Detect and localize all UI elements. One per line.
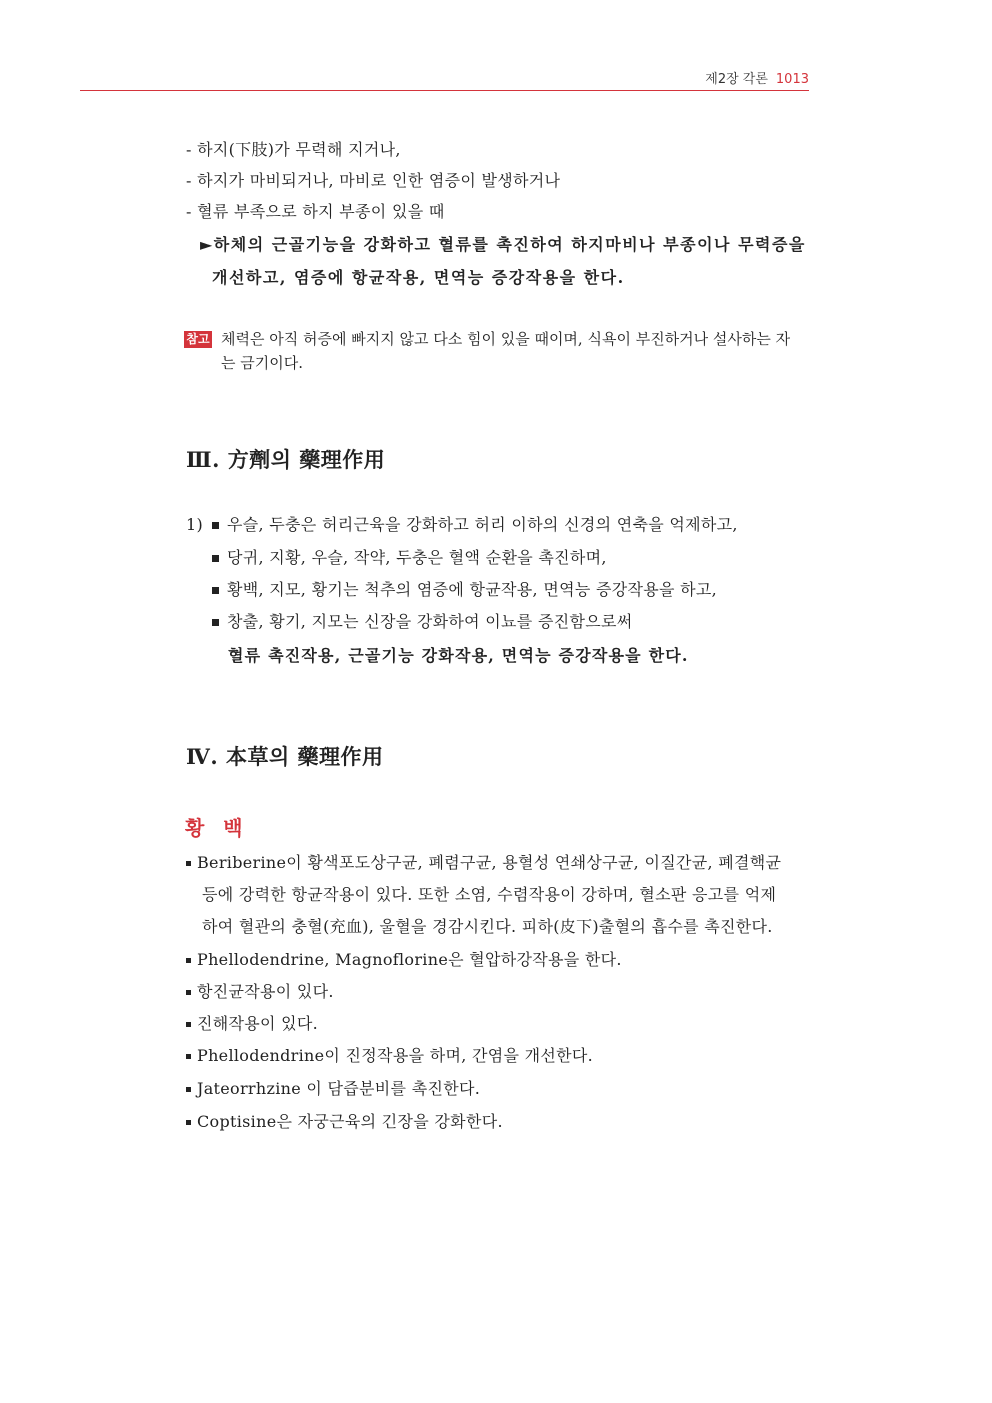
- intro-summary-line: ►하체의 근골기능을 강화하고 혈류를 촉진하여 하지마비나 부종이나 무력증을: [200, 235, 806, 254]
- bullet-icon: [186, 1022, 191, 1027]
- page-header: [80, 66, 809, 91]
- section-4-title: Ⅳ. 本草의 藥理作用: [186, 744, 384, 769]
- bullet-icon: [186, 958, 191, 963]
- list-item: 당귀, 지황, 우슬, 작약, 두충은 혈액 순환을 촉진하며,: [212, 548, 607, 568]
- section-3-summary: 혈류 촉진작용, 근골기능 강화작용, 면역능 증강작용을 한다.: [228, 646, 689, 665]
- page-number: 1013: [775, 72, 809, 87]
- bullet-icon: [186, 861, 191, 866]
- list-item: Phellodendrine이 진정작용을 하며, 간염을 개선한다.: [186, 1046, 593, 1066]
- intro-line: - 하지(下肢)가 무력해 지거나,: [186, 140, 401, 159]
- list-item: 우슬, 두충은 허리근육을 강화하고 허리 이하의 신경의 연축을 억제하고,: [212, 515, 738, 535]
- list-item: Coptisine은 자궁근육의 긴장을 강화한다.: [186, 1112, 503, 1132]
- section-3-title: Ⅲ. 方劑의 藥理作用: [186, 447, 386, 472]
- intro-line: - 혈류 부족으로 하지 부종이 있을 때: [186, 202, 445, 221]
- list-item: 진해작용이 있다.: [186, 1014, 318, 1034]
- bullet-icon: [186, 1054, 191, 1059]
- bullet-icon: [186, 1120, 191, 1125]
- bullet-icon: [212, 619, 219, 626]
- list-item: Phellodendrine, Magnoflorine은 혈압하강작용을 한다.: [186, 950, 622, 970]
- bullet-icon: [212, 587, 219, 594]
- note-line: 체력은 아직 허증에 빠지지 않고 다소 힘이 있을 때이며, 식욕이 부진하거나 설사하는 자: [221, 330, 791, 348]
- bullet-icon: [212, 555, 219, 562]
- bullet-icon: [186, 1087, 191, 1092]
- list-item: 창출, 황기, 지모는 신장을 강화하여 이뇨를 증진함으로써: [212, 612, 632, 632]
- herb-title: 황 백: [185, 816, 249, 840]
- note-line: 는 금기이다.: [221, 354, 303, 372]
- list-number: 1): [186, 515, 204, 534]
- chapter-label: 제2장 각론: [705, 72, 768, 87]
- list-item-continuation: 하여 혈관의 충혈(充血), 울혈을 경감시킨다. 피하(皮下)출혈의 흡수를 촉진한다.: [202, 917, 773, 936]
- list-item: Jateorrhzine 이 담즙분비를 촉진한다.: [186, 1079, 480, 1099]
- list-item-continuation: 등에 강력한 항균작용이 있다. 또한 소염, 수렴작용이 강하며, 혈소판 응고를 억제: [202, 885, 777, 904]
- list-item: Beriberine이 황색포도상구균, 폐렴구균, 용혈성 연쇄상구균, 이질간균, 폐결핵균: [186, 853, 781, 873]
- running-head: [705, 68, 809, 87]
- intro-line: - 하지가 마비되거나, 마비로 인한 염증이 발생하거나: [186, 171, 561, 190]
- reference-badge: 참고: [184, 331, 212, 348]
- list-item: 황백, 지모, 황기는 척추의 염증에 항균작용, 면역능 증강작용을 하고,: [212, 580, 717, 600]
- bullet-icon: [212, 522, 219, 529]
- intro-summary-line: 개선하고, 염증에 항균작용, 면역능 증강작용을 한다.: [212, 268, 625, 287]
- list-item: 항진균작용이 있다.: [186, 982, 334, 1002]
- bullet-icon: [186, 990, 191, 995]
